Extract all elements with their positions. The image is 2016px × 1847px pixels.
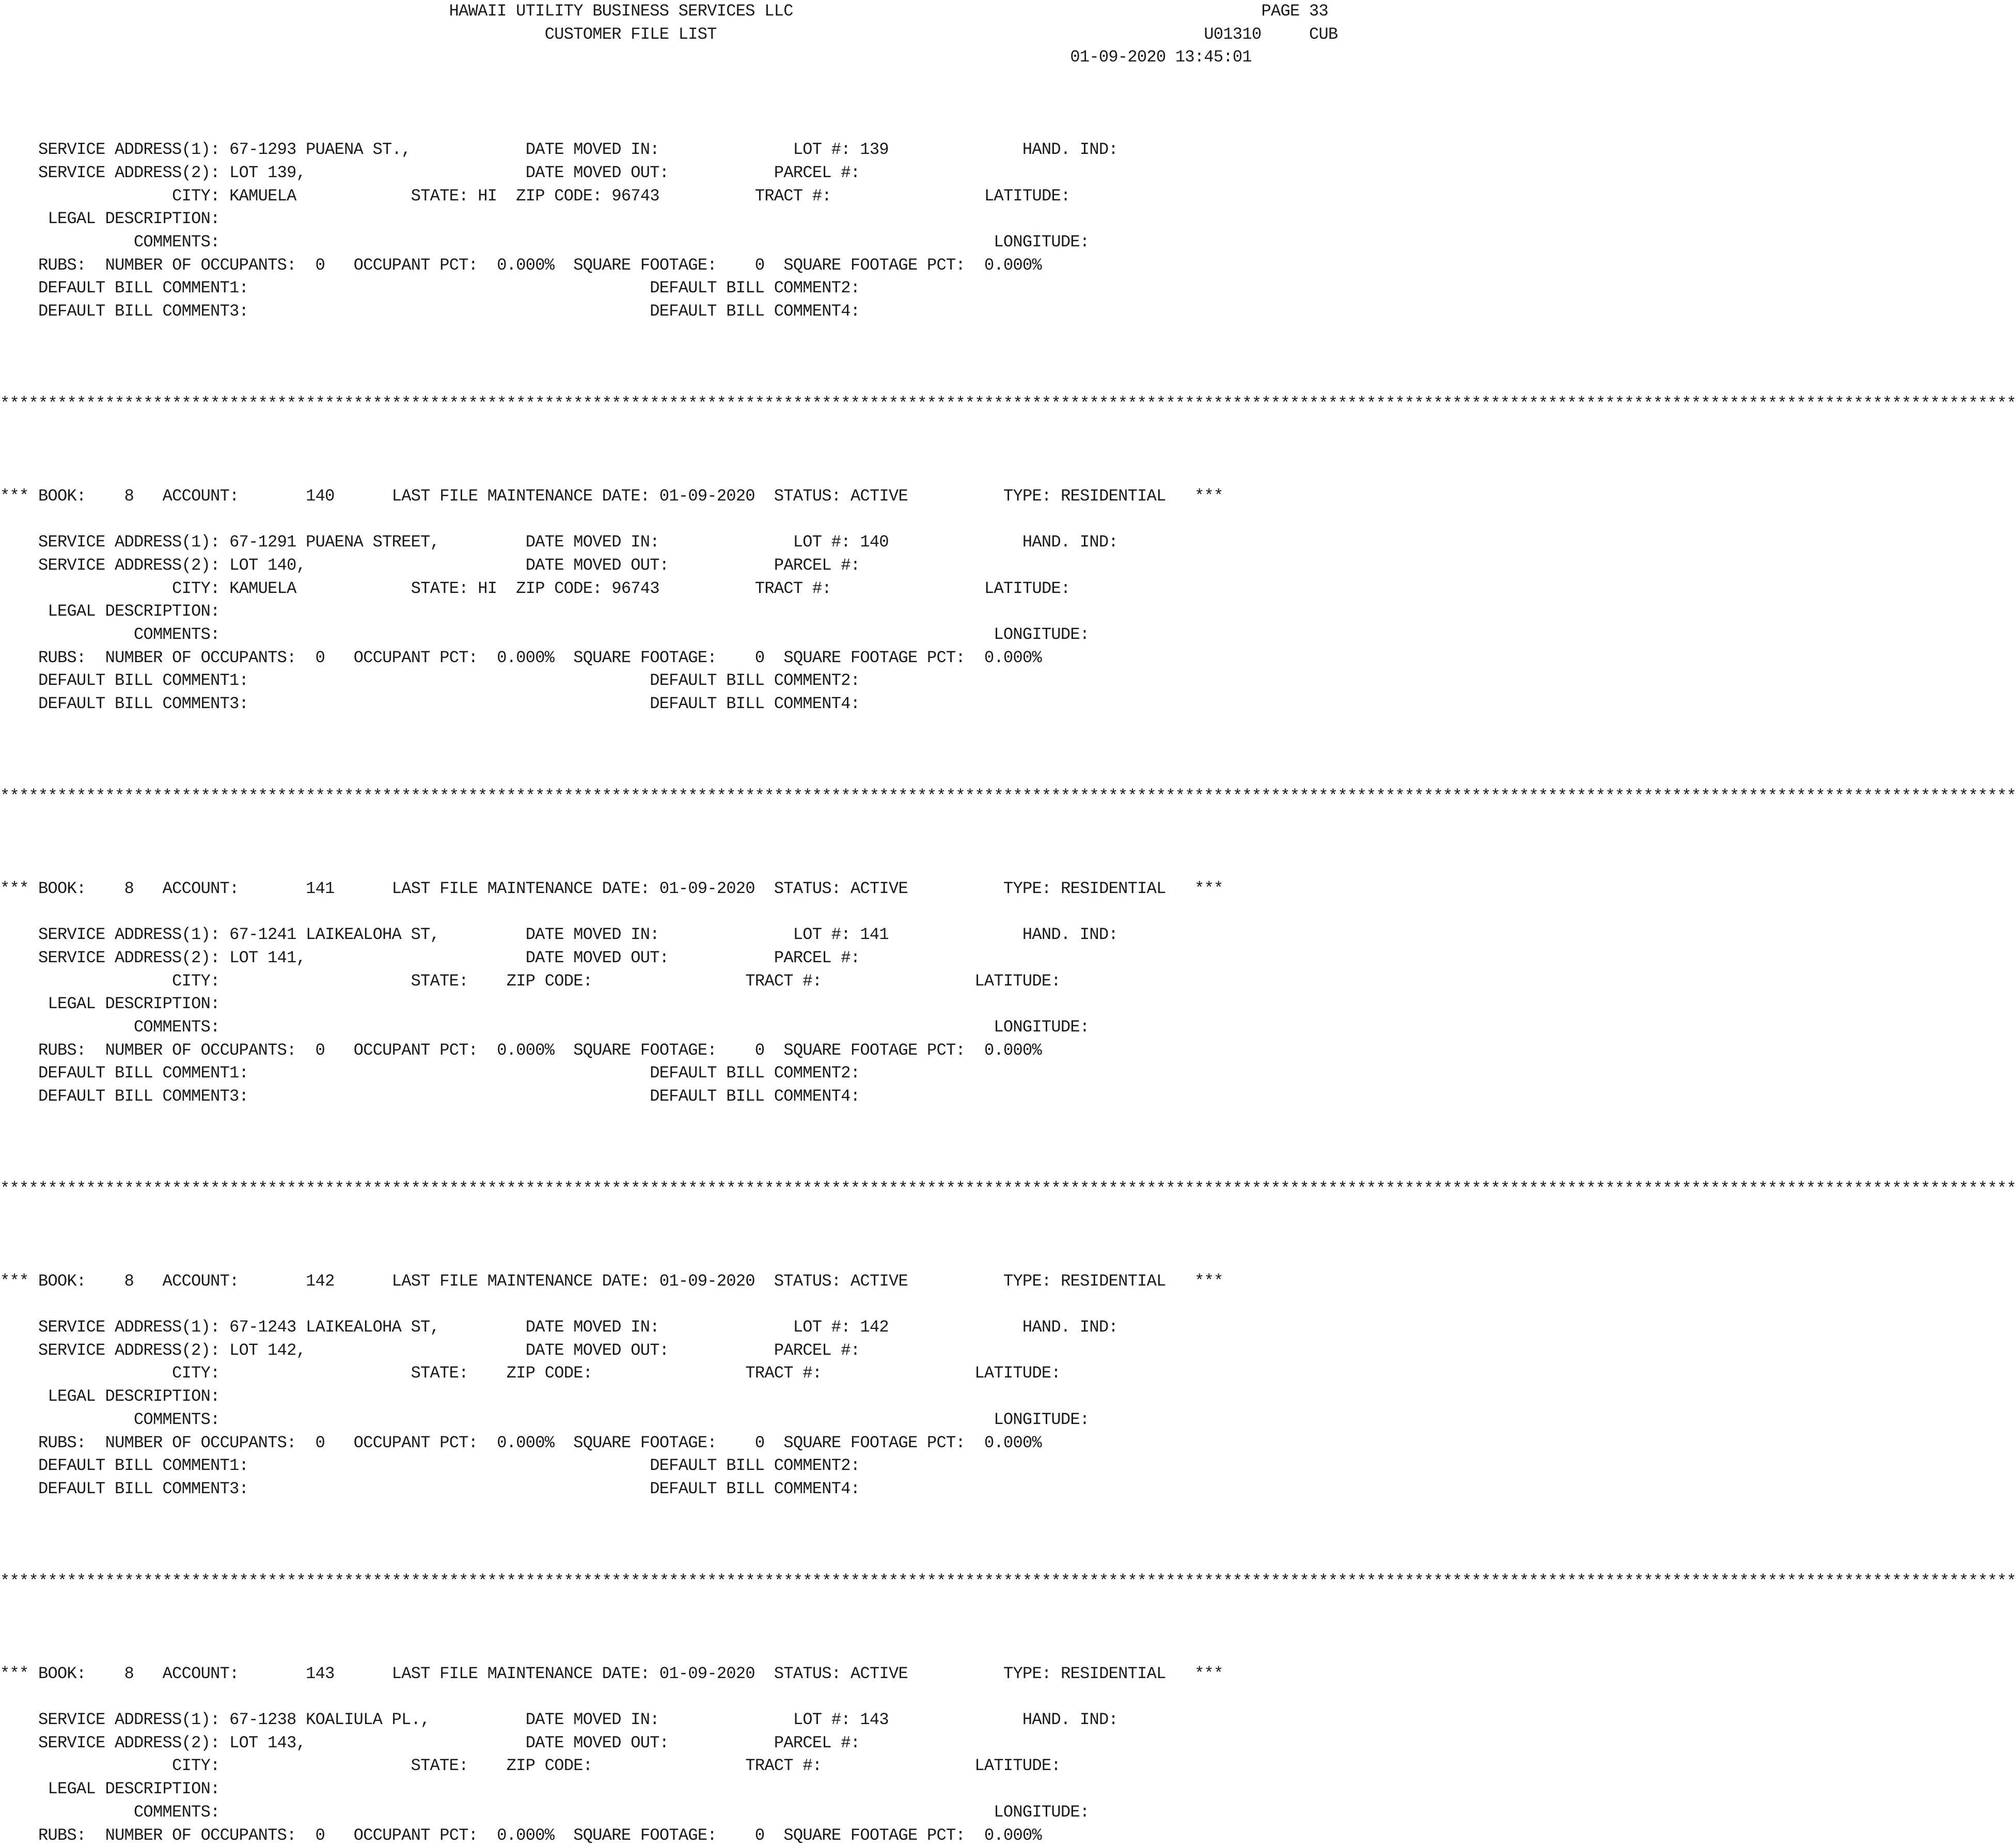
label: DEFAULT BILL COMMENT1: <box>38 1456 249 1476</box>
label: STATE: <box>411 186 468 206</box>
label: LATITUDE: <box>974 1756 1061 1776</box>
label: SERVICE ADDRESS(1): <box>38 1710 220 1730</box>
square-footage: 0 <box>754 255 765 275</box>
label: *** <box>1194 879 1223 898</box>
label: DEFAULT BILL COMMENT1: <box>38 671 249 691</box>
label: DEFAULT BILL COMMENT3: <box>38 694 249 714</box>
record <box>0 879 1223 1106</box>
label: DEFAULT BILL COMMENT3: <box>38 1087 249 1106</box>
record <box>0 1664 1223 1845</box>
state: HI <box>478 186 497 206</box>
label: *** <box>0 1271 29 1291</box>
lot-number: 141 <box>860 925 889 945</box>
label: NUMBER OF OCCUPANTS: <box>105 1040 296 1060</box>
label: DEFAULT BILL COMMENT2: <box>650 278 860 298</box>
label: SQUARE FOOTAGE: <box>573 1040 717 1060</box>
label: DEFAULT BILL COMMENT2: <box>650 671 860 691</box>
label: LAST FILE MAINTENANCE DATE: <box>391 1271 650 1291</box>
label: TRACT #: <box>745 1364 822 1383</box>
label: SERVICE ADDRESS(2): <box>38 1733 220 1752</box>
label: OCCUPANT PCT: <box>353 255 478 275</box>
label: STATUS: <box>774 1271 841 1291</box>
type: RESIDENTIAL <box>1061 1664 1166 1683</box>
label: LATITUDE: <box>974 1364 1061 1383</box>
separator: ******************************************************************************************************************************************************************************************************************* <box>0 1571 2016 1591</box>
header-line-3 <box>0 48 1252 67</box>
service-address-2: LOT 141, <box>229 948 306 967</box>
service-address-1: 67-1293 PUAENA ST., <box>229 140 411 160</box>
label: TYPE: <box>1003 486 1051 506</box>
separator: ******************************************************************************************************************************************************************************************************************* <box>0 394 2016 413</box>
report-datetime: 01-09-2020 13:45:01 <box>1070 48 1252 67</box>
label: BOOK: <box>38 486 86 506</box>
lot-number: 139 <box>860 140 889 160</box>
square-footage-pct: 0.000% <box>984 1825 1042 1845</box>
label: DEFAULT BILL COMMENT4: <box>650 694 860 714</box>
square-footage-pct: 0.000% <box>984 255 1042 275</box>
label: CITY: <box>172 578 220 598</box>
label: DATE MOVED IN: <box>525 533 659 552</box>
account-number: 143 <box>306 1664 335 1683</box>
label: COMMENTS: <box>134 1802 220 1822</box>
account-number: 140 <box>306 486 335 506</box>
square-footage-pct: 0.000% <box>984 1433 1042 1452</box>
label: SERVICE ADDRESS(1): <box>38 925 220 945</box>
label: STATE: <box>411 578 468 598</box>
maintenance-date: 01-09-2020 <box>659 486 755 506</box>
label: LOT #: <box>793 1318 850 1337</box>
label: *** <box>0 1664 29 1683</box>
label: BOOK: <box>38 879 86 898</box>
status: ACTIVE <box>850 486 908 506</box>
service-address-2: LOT 139, <box>229 163 306 182</box>
report-id: U01310 <box>1204 24 1262 44</box>
report-title: CUSTOMER FILE LIST <box>544 24 717 44</box>
label: COMMENTS: <box>134 1410 220 1429</box>
label: BOOK: <box>38 1664 86 1683</box>
label: LEGAL DESCRIPTION: <box>48 1779 220 1799</box>
label: LOT #: <box>793 925 850 945</box>
label: DATE MOVED OUT: <box>525 555 669 575</box>
book-number: 8 <box>124 1664 134 1683</box>
label: *** <box>1194 486 1223 506</box>
occupants: 0 <box>315 1040 325 1060</box>
label: NUMBER OF OCCUPANTS: <box>105 1433 296 1452</box>
label: DEFAULT BILL COMMENT4: <box>650 1087 860 1106</box>
label: LAST FILE MAINTENANCE DATE: <box>391 486 650 506</box>
record <box>0 140 1118 321</box>
label: SQUARE FOOTAGE: <box>573 1433 717 1452</box>
label: DATE MOVED OUT: <box>525 1733 669 1752</box>
occupant-pct: 0.000% <box>497 648 555 667</box>
label: SERVICE ADDRESS(1): <box>38 140 220 160</box>
label: DEFAULT BILL COMMENT4: <box>650 302 860 321</box>
label: STATE: <box>411 1364 468 1383</box>
label: SQUARE FOOTAGE: <box>573 648 717 667</box>
label: *** <box>1194 1664 1223 1683</box>
label: DEFAULT BILL COMMENT2: <box>650 1456 860 1476</box>
label: LOT #: <box>793 140 850 160</box>
city: KAMUELA <box>229 578 296 598</box>
label: BOOK: <box>38 1271 86 1291</box>
label: HAND. IND: <box>1022 533 1118 552</box>
label: OCCUPANT PCT: <box>353 1433 478 1452</box>
label: LONGITUDE: <box>994 232 1090 252</box>
square-footage-pct: 0.000% <box>984 1040 1042 1060</box>
service-address-2: LOT 143, <box>229 1733 306 1752</box>
separator: ******************************************************************************************************************************************************************************************************************* <box>0 786 2016 806</box>
label: LATITUDE: <box>984 578 1070 598</box>
page-number: PAGE 33 <box>1261 2 1328 21</box>
status: ACTIVE <box>850 1664 908 1683</box>
label: LAST FILE MAINTENANCE DATE: <box>391 879 650 898</box>
label: COMMENTS: <box>134 232 220 252</box>
square-footage: 0 <box>754 1825 765 1845</box>
label: SERVICE ADDRESS(2): <box>38 1340 220 1360</box>
label: SERVICE ADDRESS(1): <box>38 533 220 552</box>
zip-code: 96743 <box>611 578 659 598</box>
zip-code: 96743 <box>611 186 659 206</box>
service-address-1: 67-1238 KOALIULA PL., <box>229 1710 430 1730</box>
label: TRACT #: <box>754 578 831 598</box>
label: ZIP CODE: <box>516 578 602 598</box>
occupant-pct: 0.000% <box>497 255 555 275</box>
label: ZIP CODE: <box>506 1364 593 1383</box>
label: NUMBER OF OCCUPANTS: <box>105 1825 296 1845</box>
label: ZIP CODE: <box>516 186 602 206</box>
type: RESIDENTIAL <box>1061 486 1166 506</box>
header-line-2 <box>0 25 1338 44</box>
occupants: 0 <box>315 1433 325 1452</box>
label: STATUS: <box>774 879 841 898</box>
label: LEGAL DESCRIPTION: <box>48 209 220 229</box>
label: LATITUDE: <box>974 971 1061 991</box>
label: COMMENTS: <box>134 624 220 644</box>
company-name: HAWAII UTILITY BUSINESS SERVICES LLC <box>449 2 793 21</box>
maintenance-date: 01-09-2020 <box>659 1271 755 1291</box>
label: SQUARE FOOTAGE PCT: <box>783 255 965 275</box>
label: STATE: <box>411 971 468 991</box>
label: RUBS: <box>38 648 86 667</box>
separator: ******************************************************************************************************************************************************************************************************************* <box>0 1179 2016 1198</box>
label: OCCUPANT PCT: <box>353 1825 478 1845</box>
status: ACTIVE <box>850 879 908 898</box>
label: SERVICE ADDRESS(1): <box>38 1318 220 1337</box>
maintenance-date: 01-09-2020 <box>659 879 755 898</box>
service-address-1: 67-1243 LAIKEALOHA ST, <box>229 1318 440 1337</box>
label: PARCEL #: <box>774 1340 860 1360</box>
occupant-pct: 0.000% <box>497 1040 555 1060</box>
label: LONGITUDE: <box>994 1017 1090 1037</box>
occupant-pct: 0.000% <box>497 1825 555 1845</box>
label: DEFAULT BILL COMMENT1: <box>38 278 249 298</box>
record <box>0 1272 1223 1498</box>
label: SQUARE FOOTAGE PCT: <box>783 1040 965 1060</box>
label: OCCUPANT PCT: <box>353 1040 478 1060</box>
label: CITY: <box>172 1364 220 1383</box>
label: TRACT #: <box>745 971 822 991</box>
label: SQUARE FOOTAGE PCT: <box>783 1433 965 1452</box>
label: ACCOUNT: <box>162 486 239 506</box>
label: TRACT #: <box>745 1756 822 1776</box>
label: RUBS: <box>38 1825 86 1845</box>
label: HAND. IND: <box>1022 925 1118 945</box>
label: TYPE: <box>1003 879 1051 898</box>
label: SERVICE ADDRESS(2): <box>38 948 220 967</box>
label: TYPE: <box>1003 1271 1051 1291</box>
label: OCCUPANT PCT: <box>353 648 478 667</box>
label: PARCEL #: <box>774 555 860 575</box>
label: LONGITUDE: <box>994 624 1090 644</box>
lot-number: 142 <box>860 1318 889 1337</box>
label: DEFAULT BILL COMMENT3: <box>38 1479 249 1498</box>
label: DATE MOVED IN: <box>525 140 659 160</box>
label: DATE MOVED OUT: <box>525 1340 669 1360</box>
label: DEFAULT BILL COMMENT4: <box>650 1479 860 1498</box>
label: STATUS: <box>774 1664 841 1683</box>
label: HAND. IND: <box>1022 1318 1118 1337</box>
label: TRACT #: <box>754 186 831 206</box>
label: LEGAL DESCRIPTION: <box>48 1387 220 1406</box>
label: RUBS: <box>38 1433 86 1452</box>
label: *** <box>0 879 29 898</box>
type: RESIDENTIAL <box>1061 1271 1166 1291</box>
label: PARCEL #: <box>774 1733 860 1752</box>
label: NUMBER OF OCCUPANTS: <box>105 648 296 667</box>
label: *** <box>1194 1271 1223 1291</box>
label: SQUARE FOOTAGE: <box>573 255 717 275</box>
label: LEGAL DESCRIPTION: <box>48 994 220 1014</box>
square-footage: 0 <box>754 1040 765 1060</box>
report-code: CUB <box>1309 24 1338 44</box>
label: DATE MOVED IN: <box>525 1710 659 1730</box>
label: DATE MOVED IN: <box>525 1318 659 1337</box>
service-address-1: 67-1241 LAIKEALOHA ST, <box>229 925 440 945</box>
service-address-1: 67-1291 PUAENA STREET, <box>229 533 440 552</box>
label: STATE: <box>411 1756 468 1776</box>
label: ACCOUNT: <box>162 1664 239 1683</box>
label: LEGAL DESCRIPTION: <box>48 602 220 621</box>
occupant-pct: 0.000% <box>497 1433 555 1452</box>
record <box>0 487 1223 713</box>
label: DATE MOVED OUT: <box>525 163 669 182</box>
label: LAST FILE MAINTENANCE DATE: <box>391 1664 650 1683</box>
label: SQUARE FOOTAGE PCT: <box>783 648 965 667</box>
label: PARCEL #: <box>774 163 860 182</box>
account-number: 141 <box>306 879 335 898</box>
label: ACCOUNT: <box>162 879 239 898</box>
header-line-1 <box>0 2 1328 21</box>
label: PARCEL #: <box>774 948 860 967</box>
service-address-2: LOT 142, <box>229 1340 306 1360</box>
square-footage: 0 <box>754 648 765 667</box>
label: SQUARE FOOTAGE PCT: <box>783 1825 965 1845</box>
label: ACCOUNT: <box>162 1271 239 1291</box>
label: RUBS: <box>38 255 86 275</box>
label: CITY: <box>172 1756 220 1776</box>
label: COMMENTS: <box>134 1017 220 1037</box>
label: LONGITUDE: <box>994 1802 1090 1822</box>
label: HAND. IND: <box>1022 1710 1118 1730</box>
lot-number: 143 <box>860 1710 889 1730</box>
label: TYPE: <box>1003 1664 1051 1683</box>
book-number: 8 <box>124 486 134 506</box>
label: CITY: <box>172 186 220 206</box>
label: LOT #: <box>793 1710 850 1730</box>
label: ZIP CODE: <box>506 971 593 991</box>
square-footage-pct: 0.000% <box>984 648 1042 667</box>
label: SERVICE ADDRESS(2): <box>38 163 220 182</box>
occupants: 0 <box>315 648 325 667</box>
label: ZIP CODE: <box>506 1756 593 1776</box>
label: DATE MOVED IN: <box>525 925 659 945</box>
label: LATITUDE: <box>984 186 1070 206</box>
city: KAMUELA <box>229 186 296 206</box>
label: SERVICE ADDRESS(2): <box>38 555 220 575</box>
label: RUBS: <box>38 1040 86 1060</box>
occupants: 0 <box>315 1825 325 1845</box>
label: STATUS: <box>774 486 841 506</box>
book-number: 8 <box>124 879 134 898</box>
label: NUMBER OF OCCUPANTS: <box>105 255 296 275</box>
label: CITY: <box>172 971 220 991</box>
account-number: 142 <box>306 1271 335 1291</box>
label: DEFAULT BILL COMMENT3: <box>38 302 249 321</box>
label: SQUARE FOOTAGE: <box>573 1825 717 1845</box>
lot-number: 140 <box>860 533 889 552</box>
square-footage: 0 <box>754 1433 765 1452</box>
state: HI <box>478 578 497 598</box>
label: *** <box>0 486 29 506</box>
label: DEFAULT BILL COMMENT2: <box>650 1063 860 1083</box>
label: DATE MOVED OUT: <box>525 948 669 967</box>
label: LONGITUDE: <box>994 1410 1090 1429</box>
book-number: 8 <box>124 1271 134 1291</box>
type: RESIDENTIAL <box>1061 879 1166 898</box>
maintenance-date: 01-09-2020 <box>659 1664 755 1683</box>
status: ACTIVE <box>850 1271 908 1291</box>
label: DEFAULT BILL COMMENT1: <box>38 1063 249 1083</box>
service-address-2: LOT 140, <box>229 555 306 575</box>
label: LOT #: <box>793 533 850 552</box>
occupants: 0 <box>315 255 325 275</box>
label: HAND. IND: <box>1022 140 1118 160</box>
